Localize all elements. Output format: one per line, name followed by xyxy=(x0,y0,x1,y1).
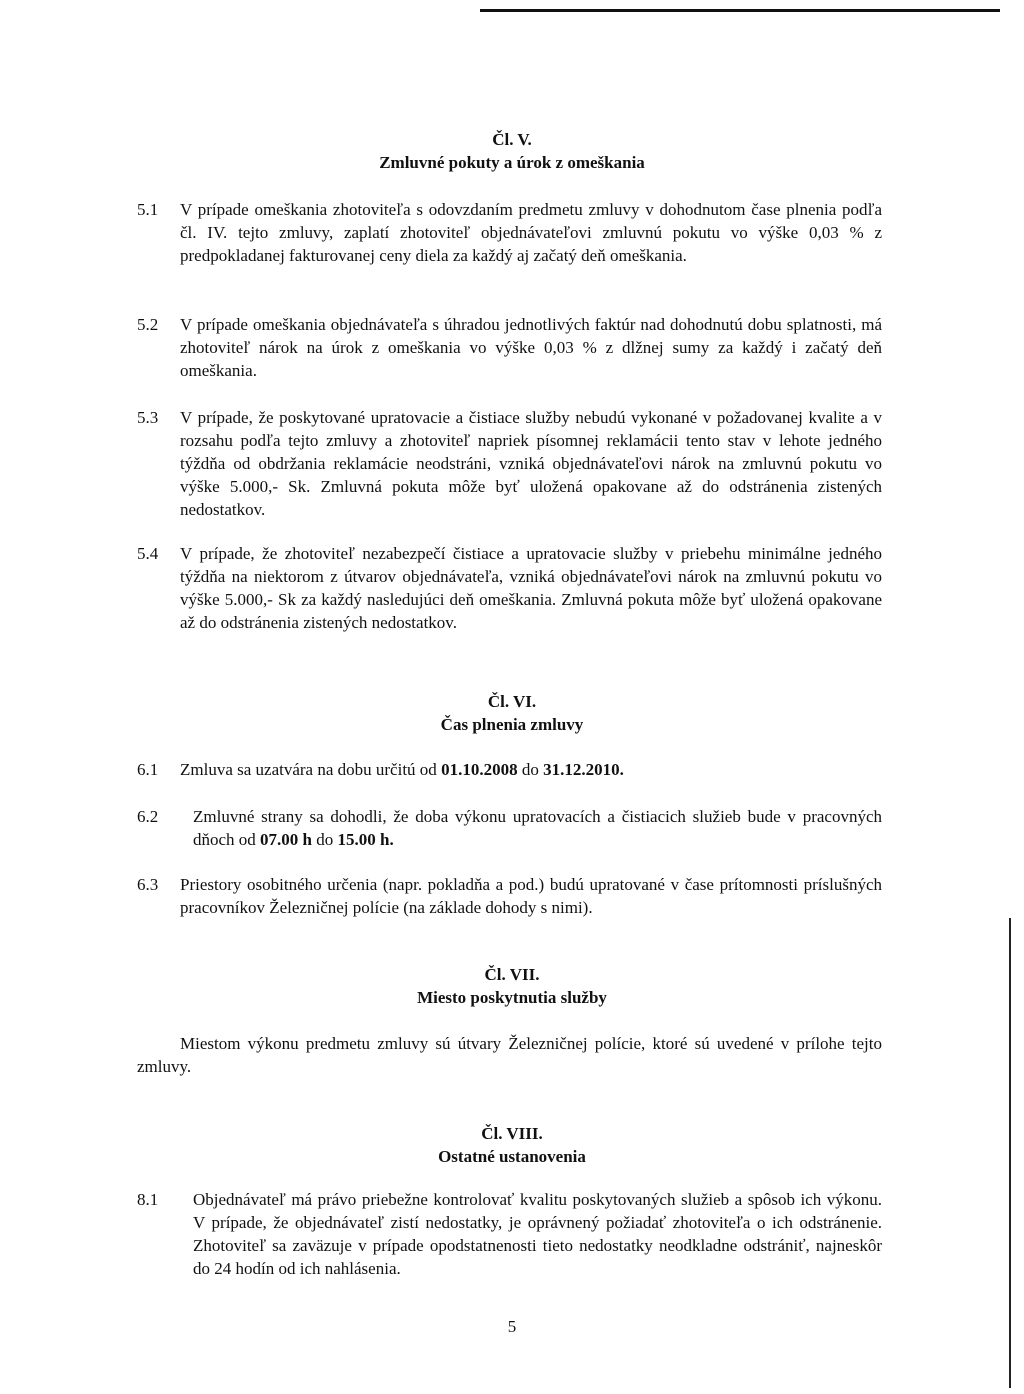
clause-number: 6.2 xyxy=(137,807,159,826)
clause-text-part: Zmluvné strany sa dohodli, že doba výkonu upratovacích a čistiacich služieb bude v pracovných dňoch od xyxy=(193,807,882,849)
clause-text-part: Zmluva sa uzatvára na dobu určitú od xyxy=(180,760,442,779)
time-to: 15.00 h. xyxy=(337,830,394,849)
clause-text: Priestory osobitného určenia (napr. pokladňa a pod.) budú upratované v čase prítomnosti príslušných pracovníkov Železničnej polície (na základe dohody s nimi). xyxy=(180,875,882,917)
page-number: 5 xyxy=(507,1317,517,1336)
clause-number: 5.2 xyxy=(137,315,159,334)
clause-text xyxy=(180,758,882,781)
section-title: Miesto poskytnutia služby xyxy=(417,988,607,1007)
section-title: Ostatné ustanovenia xyxy=(438,1147,586,1166)
clause-text-part: do xyxy=(517,760,544,779)
section-number: Čl. VIII. xyxy=(481,1124,543,1143)
clause-number: 5.4 xyxy=(137,544,159,563)
section-heading xyxy=(0,128,1024,174)
section-number: Čl. VI. xyxy=(487,692,537,711)
clause-text: V prípade, že zhotoviteľ nezabezpečí čistiace a upratovacie služby v priebehu minimálne jedného týždňa na niektorom z útvarov objednávateľa, vzniká objednávateľovi nárok na zmluvnú pokutu vo výške 5.000,- Sk za každý nasledujúci deň omeškania. Zmluvná pokuta môže byť uložená opakovane až do odstránenia zistených nedostatkov. xyxy=(180,544,882,632)
section-number: Čl. V. xyxy=(492,130,532,149)
clause-text-part: do xyxy=(312,830,338,849)
time-from: 07.00 h xyxy=(260,830,313,849)
clause-number: 8.1 xyxy=(137,1190,159,1209)
clause-number: 6.1 xyxy=(137,760,159,779)
section-number: Čl. VII. xyxy=(484,965,540,984)
section-heading xyxy=(0,690,1024,736)
section-title: Čas plnenia zmluvy xyxy=(440,715,584,734)
clause-text: V prípade omeškania zhotoviteľa s odovzdaním predmetu zmluvy v dohodnutom čase plnenia podľa čl. IV. tejto zmluvy, zaplatí zhotoviteľ objednávateľovi zmluvnú pokutu vo výške 0,03 % z predpokladanej fakturovanej ceny diela za každý aj začatý deň omeškania. xyxy=(180,200,882,265)
section-title: Zmluvné pokuty a úrok z omeškania xyxy=(379,153,645,172)
clause-text xyxy=(193,805,882,851)
clause-text: V prípade, že poskytované upratovacie a čistiace služby nebudú vykonané v požadovanej kvalite a v rozsahu podľa tejto zmluvy a zhotoviteľ napriek písomnej reklamácii tento stav v lehote jedného týždňa od obdržania reklamácie neodstráni, vzniká objednávateľovi nárok na zmluvnú pokutu vo výške 5.000,- Sk. Zmluvná pokuta môže byť uložená opakovane až do odstránenia zistených nedostatkov. xyxy=(180,408,882,519)
section-paragraph: Miestom výkonu predmetu zmluvy sú útvary Železničnej polície, ktoré sú uvedené v prílohe tejto zmluvy. xyxy=(137,1034,882,1076)
clause-number: 6.3 xyxy=(137,875,159,894)
section-heading xyxy=(0,963,1024,1009)
date-to: 31.12.2010. xyxy=(543,760,624,779)
clause-number: 5.1 xyxy=(137,200,159,219)
clause-number: 5.3 xyxy=(137,408,159,427)
date-from: 01.10.2008 xyxy=(441,760,518,779)
clause-text: V prípade omeškania objednávateľa s úhradou jednotlivých faktúr nad dohodnutú dobu splatnosti, má zhotoviteľ nárok na úrok z omeškania vo výške 0,03 % z dlžnej sumy za každý i začatý deň omeškania. xyxy=(180,315,882,380)
section-heading xyxy=(0,1122,1024,1168)
clause-text: Objednávateľ má právo priebežne kontrolovať kvalitu poskytovaných služieb a spôsob ich výkonu. V prípade, že objednávateľ zistí nedostatky, je oprávnený požiadať zhotoviteľa o ich odstránenie. Zhotoviteľ sa zaväzuje v prípade opodstatnenosti tieto nedostatky neodkladne odstrániť, najneskôr do 24 hodín od ich nahlásenia. xyxy=(193,1190,882,1278)
